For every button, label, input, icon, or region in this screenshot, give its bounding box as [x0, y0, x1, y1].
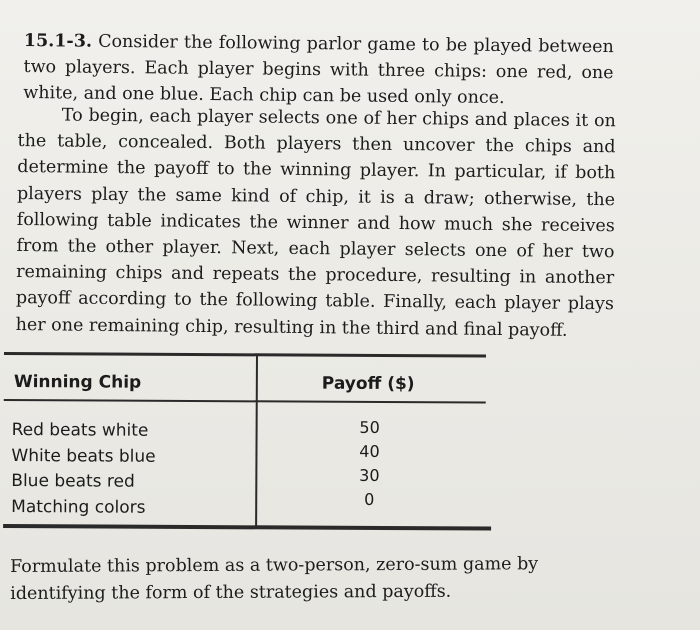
payoff-table	[3, 352, 496, 533]
table-row-payoff: 50	[359, 417, 380, 437]
problem-intro-text: Consider the following parlor game to be played between two players. Each player begins with three chips: one red, one white, and one blue. Each chip can be used only once.	[23, 31, 614, 109]
table-top-rule	[4, 352, 486, 358]
table-row-chip: Blue beats red	[11, 471, 135, 492]
problem-label: 15.1-3.	[23, 30, 93, 52]
chip-column	[11, 418, 252, 521]
table-row-chip: Matching colors	[11, 496, 146, 518]
payoff-column	[349, 416, 390, 512]
header-winning-chip: Winning Chip	[13, 372, 142, 393]
table-column-divider	[255, 355, 258, 527]
table-row-payoff: 0	[364, 489, 375, 509]
table-row-chip: Red beats white	[11, 420, 149, 441]
table-row-payoff: 40	[359, 441, 380, 461]
header-payoff: Payoff ($)	[321, 373, 415, 395]
problem-body: To begin, each player selects one of her chips and places it on the table, concealed. Both players then uncover the chips and determine the payoff to the winning player. In particular, if both players play the same kind of chip, it is a draw; otherwise, the following table indicates the winner and how much she receives from the other player. Next, each player selects one of her two remaining chips and repeats the procedure, resulting in another payoff according to the following table. Finally, each player plays her one remaining chip, resulting in the third and final payoff.	[15, 105, 616, 341]
table-bottom-rule	[3, 524, 491, 531]
problem-intro	[23, 28, 614, 113]
table-row-chip: White beats blue	[11, 445, 156, 467]
problem-question: Formulate this problem as a two-person, zero-sum game by identifying the form of the strategies and payoffs.	[10, 554, 539, 604]
table-row-payoff: 30	[359, 465, 380, 485]
table-header-rule	[4, 399, 486, 404]
